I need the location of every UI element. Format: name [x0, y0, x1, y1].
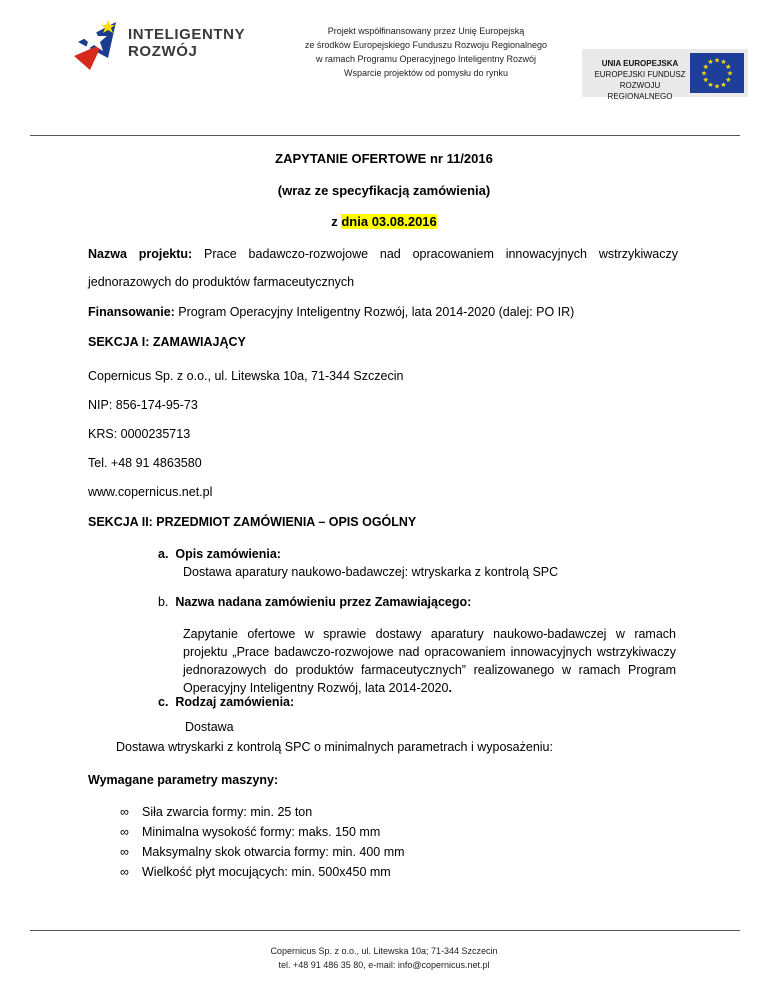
section1-heading — [88, 328, 246, 356]
eu-line2: EUROPEJSKI FUNDUSZ — [594, 70, 686, 79]
footer-line1: Copernicus Sp. z o.o., ul. Litewska 10a; 71-344 Szczecin — [270, 946, 498, 956]
list-item-text: Siła zwarcia formy: min. 25 ton — [142, 805, 313, 819]
project-text: Prace badawczo-rozwojowe nad opracowaniem innowacyjnych wstrzykiwaczy jednorazowych do produktów farmaceutycznych — [88, 247, 678, 289]
eu-star-icon: ★ — [713, 57, 721, 65]
eu-logo-text — [590, 58, 690, 102]
item-c-marker: c. — [158, 695, 169, 709]
bullet-icon: ∞ — [120, 865, 129, 879]
item-a — [158, 545, 558, 581]
list-item — [120, 842, 405, 862]
project-label: Nazwa projektu: — [88, 247, 193, 261]
params-heading-text: Wymagane parametry maszyny: — [88, 773, 279, 787]
header-line: Wsparcie projektów od pomysłu do rynku — [343, 68, 509, 78]
eu-star-icon: ★ — [700, 70, 708, 78]
footer-line2: tel. +48 91 486 35 80, e-mail: info@copernicus.net.pl — [278, 960, 490, 970]
params-list — [120, 802, 405, 882]
params-heading — [88, 771, 278, 789]
logo-text-line2: ROZWÓJ — [128, 43, 198, 60]
list-item — [120, 802, 405, 822]
list-item — [120, 822, 405, 842]
eu-star-icon: ★ — [726, 70, 734, 78]
list-item-text: Minimalna wysokość formy: maks. 150 mm — [142, 825, 381, 839]
eu-star-icon: ★ — [725, 77, 732, 84]
financing-label: Finansowanie: — [88, 305, 175, 319]
document-title: ZAPYTANIE OFERTOWE nr 11/2016 — [275, 151, 493, 166]
financing — [88, 298, 574, 326]
inteligentny-rozwoj-logo — [72, 14, 252, 74]
financing-text: Program Operacyjny Inteligentny Rozwój, lata 2014-2020 (dalej: PO IR) — [174, 305, 575, 319]
header-line: w ramach Programu Operacyjnego Inteligentny Rozwój — [315, 54, 537, 64]
item-a-text: Dostawa aparatury naukowo-badawczej: wtryskarka z kontrolą SPC — [183, 565, 559, 579]
item-b-text — [183, 625, 676, 697]
eu-star-icon: ★ — [720, 59, 727, 67]
footer-divider — [30, 930, 740, 931]
item-c-heading — [158, 693, 294, 711]
eu-star-icon: ★ — [707, 81, 714, 89]
document-date — [0, 214, 768, 229]
item-b-text-end: . — [448, 681, 452, 695]
list-item — [120, 862, 405, 882]
section1-heading-text: SEKCJA I: ZAMAWIAJĄCY — [88, 335, 246, 349]
logo-text-line1: INTELIGENTNY — [128, 26, 246, 43]
bullet-icon: ∞ — [120, 805, 129, 819]
bullet-icon: ∞ — [120, 825, 129, 839]
header-line: ze środków Europejskiego Funduszu Rozwoju Regionalnego — [304, 40, 548, 50]
item-a-marker: a. — [158, 547, 169, 561]
list-item-text: Wielkość płyt mocujących: min. 500x450 mm — [142, 865, 391, 879]
orderer-nip: NIP: 856-174-95-73 — [88, 398, 198, 412]
document-subtitle: (wraz ze specyfikacją zamówienia) — [277, 183, 491, 198]
item-c-label: Rodzaj zamówienia: — [175, 695, 295, 709]
date-prefix: z — [331, 214, 342, 229]
date-highlight: dnia 03.08.2016 — [341, 214, 437, 229]
logo-text — [128, 26, 245, 60]
eu-line1: UNIA EUROPEJSKA — [601, 59, 679, 68]
eu-logo — [582, 49, 748, 101]
orderer-website: www.copernicus.net.pl — [88, 485, 213, 499]
item-b-marker: b. — [158, 595, 169, 609]
delivery-description: Dostawa wtryskarki z kontrolą SPC o minimalnych parametrach i wyposażeniu: — [116, 740, 553, 754]
eu-star-icon: ★ — [702, 64, 709, 71]
eu-line3: ROZWOJU REGIONALNEGO — [607, 81, 673, 101]
section2-heading-text: SEKCJA II: PRZEDMIOT ZAMÓWIENIA – OPIS OGÓLNY — [88, 515, 417, 529]
eu-star-icon: ★ — [713, 83, 721, 91]
section2-heading — [88, 508, 416, 536]
orderer-tel: Tel. +48 91 4863580 — [88, 456, 202, 470]
orderer-krs: KRS: 0000235713 — [88, 427, 191, 441]
item-b-heading — [158, 593, 471, 611]
item-b-text-body: Zapytanie ofertowe w sprawie dostawy aparatury naukowo-badawczej w ramach projektu „Prace badawczo-rozwojowe nad opracowaniem innowacyjnych wstrzykiwaczy jednorazowych do produktów farmaceutycznych” realizowanego w ramach Program Operacyjny Inteligentny Rozwój, lata 2014-2020 — [183, 627, 676, 695]
eu-flag-icon — [690, 53, 744, 93]
star-burst-logo-icon — [72, 14, 128, 74]
item-b-label: Nazwa nadana zamówieniu przez Zamawiającego: — [175, 595, 472, 609]
eu-star-icon: ★ — [707, 59, 714, 67]
project-name — [88, 240, 678, 296]
eu-star-icon: ★ — [702, 77, 709, 84]
item-a-label: Opis zamówienia: — [175, 547, 281, 561]
list-item-text: Maksymalny skok otwarcia formy: min. 400 mm — [142, 845, 405, 859]
bullet-icon: ∞ — [120, 845, 129, 859]
eu-star-icon: ★ — [720, 81, 727, 89]
item-c-text: Dostawa — [185, 720, 234, 734]
eu-star-icon: ★ — [725, 64, 732, 71]
header-line: Projekt współfinansowany przez Unię Europejską — [327, 26, 525, 36]
header-divider — [30, 135, 740, 136]
footer — [0, 944, 768, 972]
orderer-address: Copernicus Sp. z o.o., ul. Litewska 10a, 71-344 Szczecin — [88, 369, 404, 383]
header-funding-notice — [276, 24, 576, 80]
